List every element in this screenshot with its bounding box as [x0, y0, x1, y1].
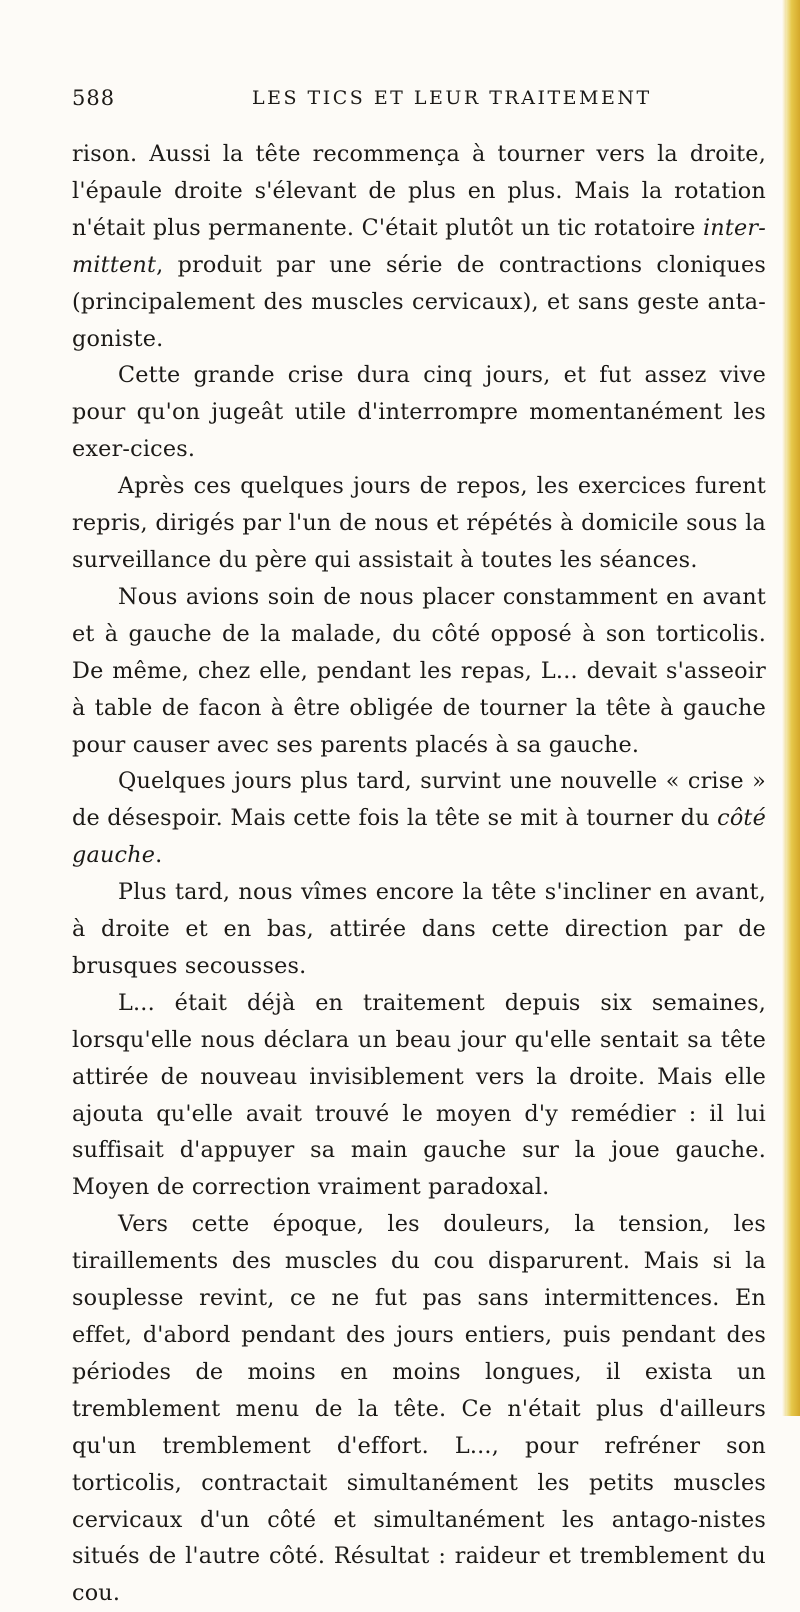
paragraph-5-italic: côté gauche [72, 805, 766, 869]
page-header [72, 86, 772, 116]
paragraph-1-text-after: , produit par une série de contractions cloniques (principalement des muscles cervicaux), et sans geste anta-goniste. [72, 251, 766, 352]
page-number: 588 [72, 86, 116, 110]
running-title: LES TICS ET LEUR TRAITEMENT [252, 87, 652, 109]
paragraph-1-italic: inter-mittent [72, 214, 766, 278]
body-text [72, 136, 766, 1612]
paragraph-8: Vers cette époque, les douleurs, la tension, les tiraillements des muscles du cou disparurent. Mais si la souplesse revint, ce ne fut pas sans intermittences. En effet, d'abord pendant des jours entiers, puis pendant des périodes de moins en moins longues, il exista un tremblement menu de la tête. Ce n'était plus d'ailleurs qu'un tremblement d'effort. L..., pour refréner son torticolis, contractait simultanément les petits muscles cervicaux d'un côté et simultanément les antago-nistes situés de l'autre côté. Résultat : raideur et tremblement du cou. [72, 1211, 766, 1607]
paragraph-5-text-after: . [155, 842, 163, 869]
paragraph-5-text-before: Quelques jours plus tard, survint une nouvelle « crise » de désespoir. Mais cette fois la tête se mit à tourner du [72, 768, 766, 832]
page-edge-strip [786, 0, 800, 1416]
paragraph-3: Après ces quelques jours de repos, les exercices furent repris, dirigés par l'un de nous et répétés à domicile sous la surveillance du père qui assistait à toutes les séances. [72, 473, 766, 573]
paragraph-6: Plus tard, nous vîmes encore la tête s'incliner en avant, à droite et en bas, attirée dans cette direction par de brusques secousses. [72, 879, 766, 979]
paragraph-4: Nous avions soin de nous placer constamment en avant et à gauche de la malade, du côté opposé à son torticolis. De même, chez elle, pendant les repas, L... devait s'asseoir à table de facon à être obligée de tourner la tête à gauche pour causer avec ses parents placés à sa gauche. [72, 583, 766, 758]
paragraph-1 [72, 136, 766, 357]
paragraph-1-text-before: rison. Aussi la tête recommença à tourner vers la droite, l'épaule droite s'élevant de plus en plus. Mais la rotation n'était plus permanente. C'était plutôt un tic rotatoire [72, 141, 766, 241]
paragraph-5 [72, 763, 766, 874]
paragraph-2: Cette grande crise dura cinq jours, et fut assez vive pour qu'on jugeât utile d'interrompre momentanément les exer-cices. [72, 362, 766, 463]
paragraph-7: L... était déjà en traitement depuis six semaines, lorsqu'elle nous déclara un beau jour qu'elle sentait sa tête attirée de nouveau invisiblement vers la droite. Mais elle ajouta qu'elle avait trouvé le moyen d'y remédier : il lui suffisait d'appuyer sa main gauche sur la joue gauche. Moyen de correction vraiment paradoxal. [72, 989, 766, 1201]
